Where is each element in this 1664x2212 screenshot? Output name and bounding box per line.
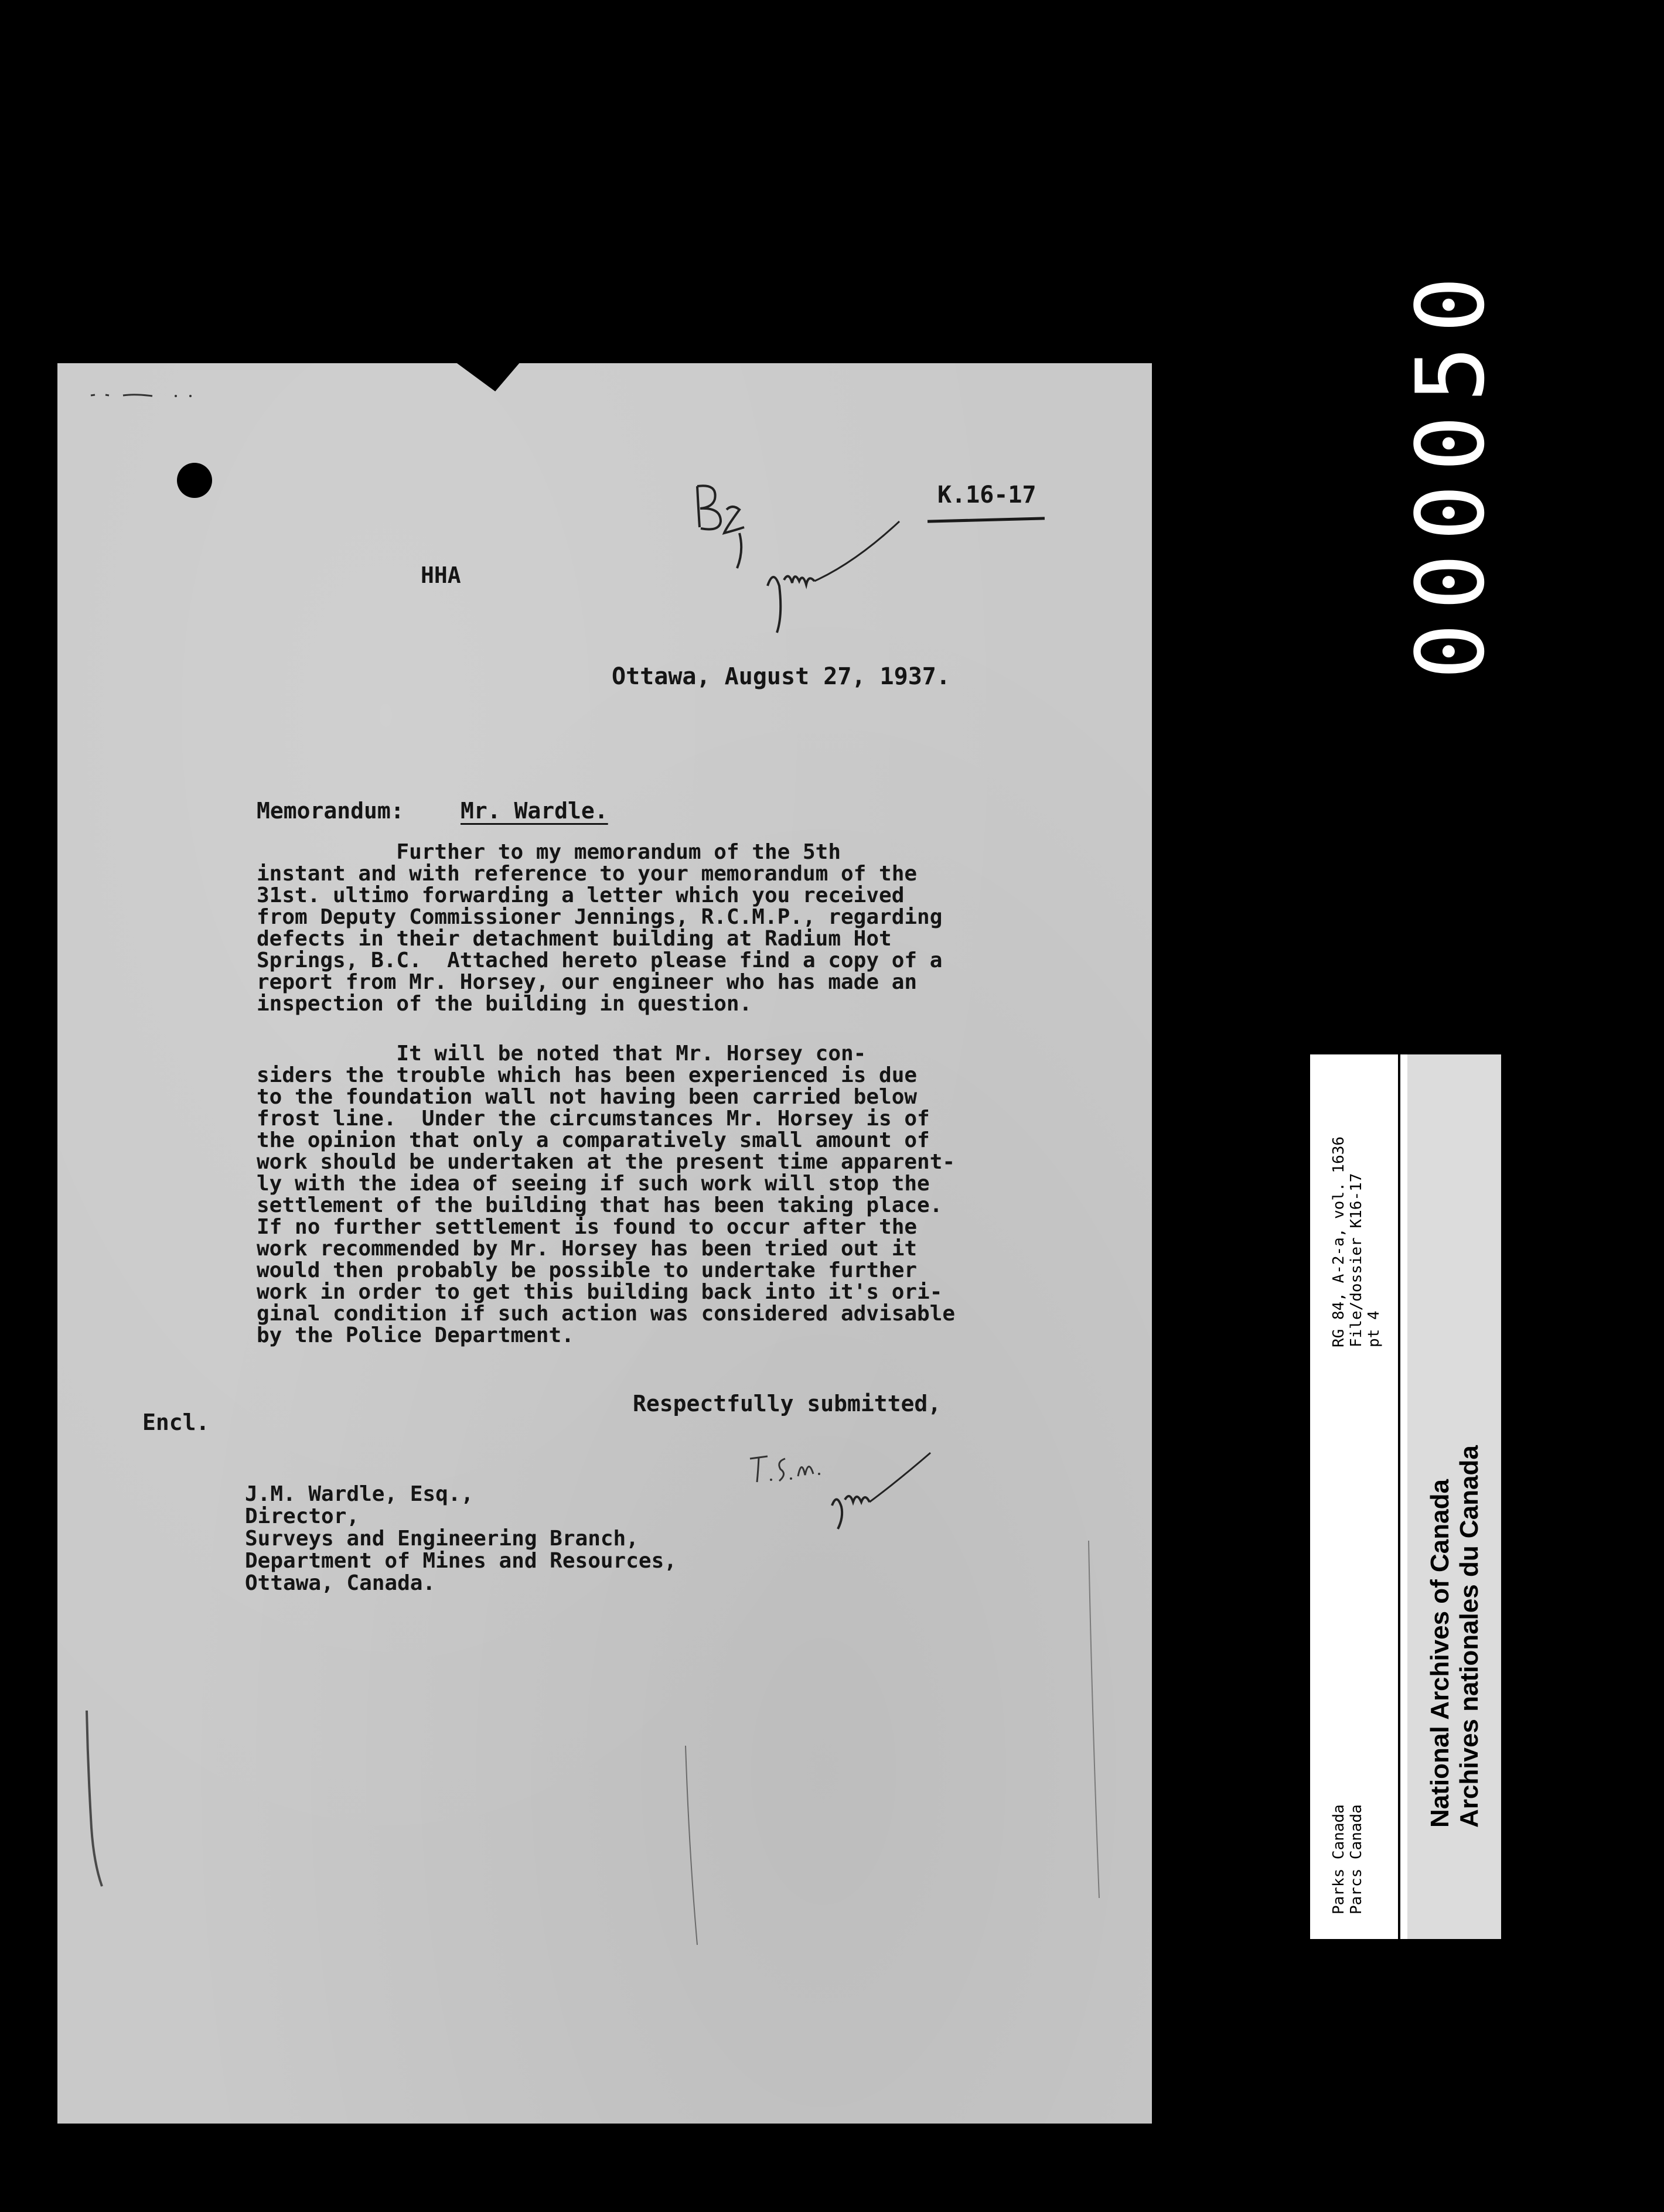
address-line: Ottawa, Canada. <box>245 1571 436 1595</box>
label-parcs-canada: Parcs Canada <box>1348 1804 1365 1914</box>
paragraph-line: from Deputy Commissioner Jennings, R.C.M.P., regarding <box>257 905 943 929</box>
paragraph-line: instant and with reference to your memorandum of the <box>257 862 918 886</box>
paragraph-line: report from Mr. Horsey, our engineer who has made an <box>257 970 918 994</box>
address-line: Surveys and Engineering Branch, <box>245 1527 639 1551</box>
label-parks-canada: Parks Canada <box>1330 1804 1348 1914</box>
paper-scratch-marks <box>57 1523 1152 2109</box>
paragraph-line: work in order to get this building back into it's ori- <box>257 1280 943 1304</box>
label-national-archives: National Archives of Canada <box>1426 1479 1454 1828</box>
paragraph-line: Further to my memorandum of the 5th <box>257 840 841 864</box>
paragraph-line: would then probably be possible to undertake further <box>257 1258 918 1282</box>
paragraph-line: Springs, B.C. Attached hereto please find a copy of a <box>257 948 943 972</box>
paragraph-line: defects in their detachment building at Radium Hot <box>257 927 892 951</box>
handwritten-initials-jm <box>756 516 908 644</box>
punch-hole <box>177 463 212 498</box>
closing-line: Respectfully submitted, <box>633 1391 942 1416</box>
memo-recipient: Mr. Wardle. <box>461 798 608 824</box>
frame-number <box>1378 211 1505 691</box>
paragraph-line: frost line. Under the circumstances Mr. Horsey is of <box>257 1107 930 1131</box>
handwritten-initials-top <box>686 469 756 574</box>
memo-label: Memorandum: <box>257 798 404 824</box>
typist-initials: HHA <box>421 562 461 588</box>
paragraph-line: 31st. ultimo forwarding a letter which you received <box>257 883 905 907</box>
label-part: pt 4 <box>1365 1310 1383 1347</box>
paragraph-line: the opinion that only a comparatively small amount of <box>257 1128 930 1152</box>
date-line: Ottawa, August 27, 1937. <box>612 663 950 690</box>
address-line: J.M. Wardle, Esq., <box>245 1482 474 1506</box>
memo-paragraph-2 <box>257 1043 955 1346</box>
paragraph-line: to the foundation wall not having been carried below <box>257 1085 918 1109</box>
paragraph-line: ginal condition if such action was considered advisable <box>257 1302 956 1326</box>
paragraph-line: inspection of the building in question. <box>257 992 752 1016</box>
paragraph-line: settlement of the building that has been taking place. <box>257 1193 943 1217</box>
paragraph-line: by the Police Department. <box>257 1323 574 1347</box>
address-line: Director, <box>245 1504 360 1528</box>
paragraph-line: If no further settlement is found to occur after the <box>257 1215 918 1239</box>
paragraph-line: work recommended by Mr. Horsey has been tried out it <box>257 1237 918 1261</box>
label-archives-nationales: Archives nationales du Canada <box>1455 1445 1484 1828</box>
paragraph-line: ly with the idea of seeing if such work will stop the <box>257 1172 930 1196</box>
file-reference: K.16-17 <box>937 482 1036 508</box>
frame-number-text: 000050 <box>1396 264 1505 680</box>
label-record-group: RG 84, A-2-a, vol. 1636 <box>1330 1136 1348 1347</box>
enclosure-note: Encl. <box>142 1409 210 1435</box>
paragraph-line: It will be noted that Mr. Horsey con- <box>257 1042 867 1066</box>
memo-paragraph-1 <box>257 841 942 1015</box>
label-divider <box>1398 1054 1400 1939</box>
label-file-dossier: File/dossier K16-17 <box>1348 1173 1365 1347</box>
paragraph-line: work should be undertaken at the present time apparent- <box>257 1150 956 1174</box>
label-divider <box>1501 1054 1503 1939</box>
address-line: Department of Mines and Resources, <box>245 1549 677 1573</box>
paragraph-line: siders the trouble which has been experienced is due <box>257 1063 918 1087</box>
stray-marks <box>88 387 205 404</box>
